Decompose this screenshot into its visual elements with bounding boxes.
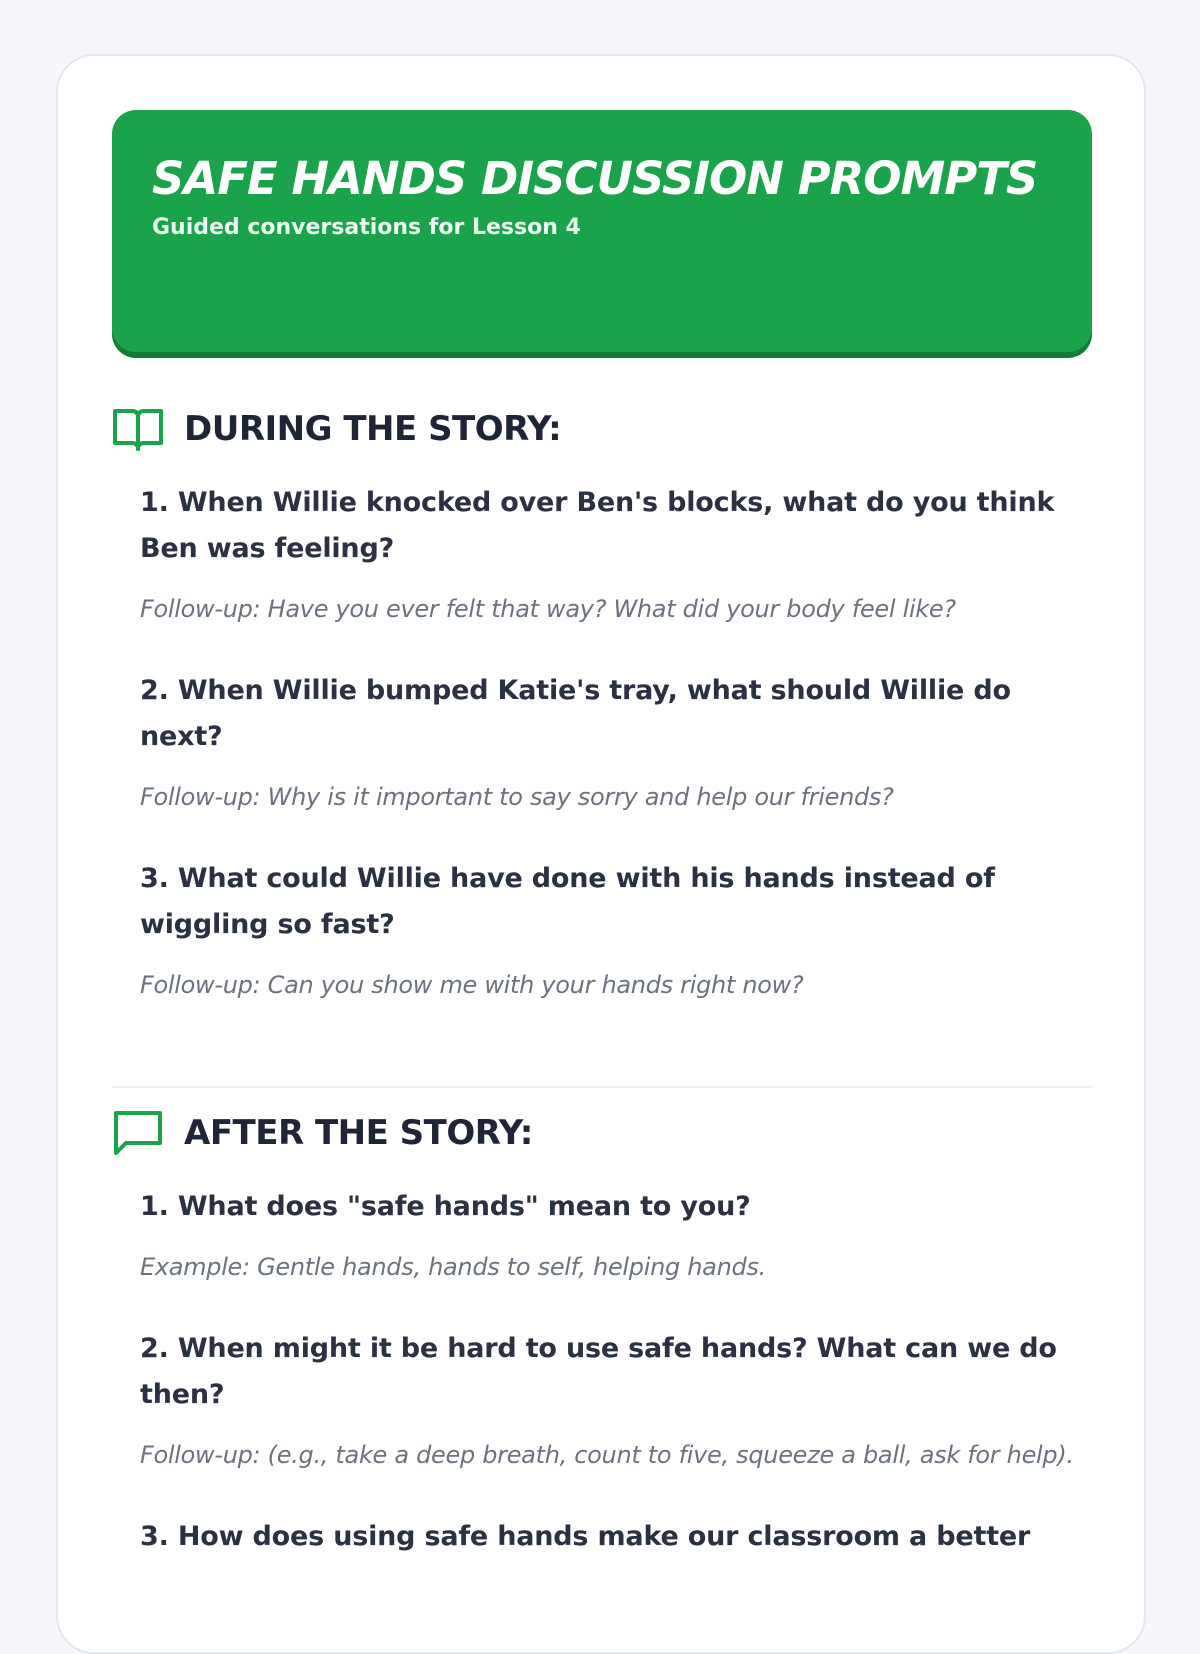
section-title: AFTER THE STORY: xyxy=(184,1113,533,1153)
prompt-question: 1. What does "safe hands" mean to you? xyxy=(140,1191,751,1222)
prompt-followup: Follow-up: Why is it important to say sorry and help our friends? xyxy=(140,783,894,811)
prompt-question: 3. What could Willie have done with his hands instead of wiggling so fast? xyxy=(140,863,995,940)
section-divider xyxy=(112,1086,1092,1088)
speech-bubble-icon xyxy=(112,1108,164,1158)
page-title: SAFE HANDS DISCUSSION PROMPTS xyxy=(152,152,1038,205)
prompt-followup: Example: Gentle hands, hands to self, helping hands. xyxy=(140,1253,766,1281)
prompt-item xyxy=(112,1514,1092,1560)
prompt-item xyxy=(112,1184,1092,1290)
prompt-item xyxy=(112,856,1092,1008)
prompt-followup: Follow-up: Can you show me with your hands right now? xyxy=(140,971,804,999)
section-heading xyxy=(112,1108,1092,1158)
prompt-question: 1. When Willie knocked over Ben's blocks, what do you think Ben was feeling? xyxy=(140,487,1055,564)
prompts-card xyxy=(56,54,1146,1654)
section-during-story xyxy=(112,404,1092,1008)
section-title: DURING THE STORY: xyxy=(184,409,562,449)
prompt-item xyxy=(112,480,1092,632)
prompt-followup: Follow-up: Have you ever felt that way? What did your body feel like? xyxy=(140,595,956,623)
prompt-item xyxy=(112,668,1092,820)
book-open-icon xyxy=(112,404,164,454)
prompt-question: 3. How does using safe hands make our classroom a better xyxy=(140,1521,1031,1552)
section-after-story xyxy=(112,1108,1092,1560)
prompt-item xyxy=(112,1326,1092,1478)
header-banner xyxy=(112,110,1092,352)
page-subtitle: Guided conversations for Lesson 4 xyxy=(152,215,581,240)
prompt-question: 2. When Willie bumped Katie's tray, what should Willie do next? xyxy=(140,675,1011,752)
prompt-followup: Follow-up: (e.g., take a deep breath, count to five, squeeze a ball, ask for help). xyxy=(140,1441,1074,1469)
section-heading xyxy=(112,404,1092,454)
prompt-question: 2. When might it be hard to use safe hands? What can we do then? xyxy=(140,1333,1057,1410)
